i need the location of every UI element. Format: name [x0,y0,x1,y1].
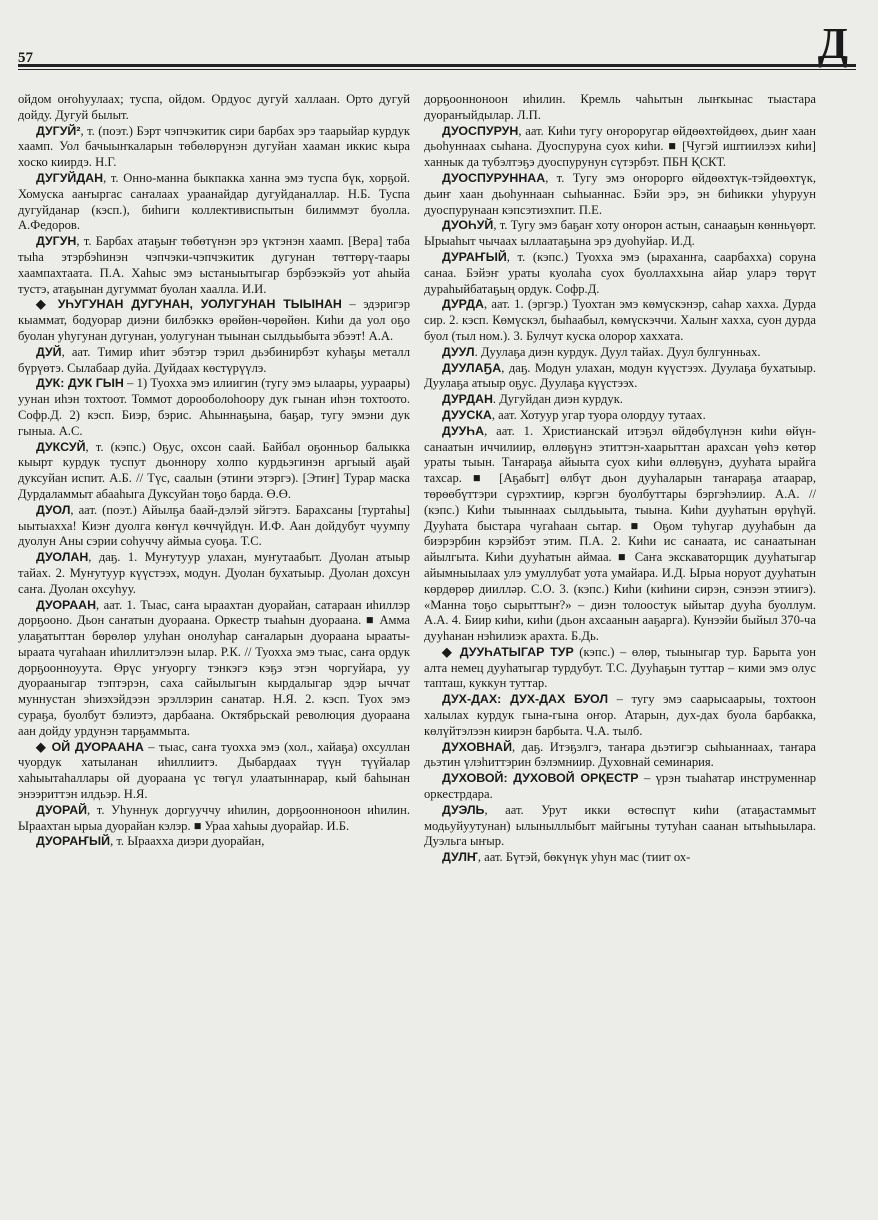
dictionary-entry [18,503,410,550]
dictionary-entry [18,171,410,234]
entry-headword: ДУК: ДУК ГЫН [36,376,124,391]
dictionary-entry [424,250,816,297]
entry-definition: , т. Барбах атаҕыҥ төбөтүнэн эрэ үктэнэн хаамп. [Вера] таба тыһа этэрбэһинэн чэпчэки-чэпчэкитик дугунан төттөрү-таары хаампахтаата. П.А. Хаһыс эмэ ыстаныытыгар бэрбээкэйэ уот аһыйа тустэ, атаҕынан дугуммат буолан хаалла. И.И. [18,234,410,296]
dictionary-entry [18,598,410,740]
entry-definition: – тугу эмэ саарысаарыы, тохтоон халылах курдук гына-гына оҥор. Атарын, дух-дах буола барбакка, көлүйтэлээн киирэн барбыта. Ч.А. тылб. [424,692,817,738]
entry-headword: ДУКСУЙ [36,439,86,454]
entry-definition: , т. (поэт.) Бэрт чэпчэкитик сири барбах эрэ таарыйар курдук хаамп. Уол бачыыҥкаларын төбөлөрүнэн дугуйан хааман иккис кыра хоско киирдэ. Н.Г. [18,123,410,170]
entry-definition: , аат. 1. Христианскай итэҕэл өйдөбүлүнэн киһи өйүн-санаатын иччилиир, өллөҕүнэ этиттэн-хаарыттан арахсан үөһэ көтөр ураты тыын. Таҥараҕа айыыта суох киһи өллөҕүнэ, дууһата ырайга тахсар. ■ [Аҕабыт] өлбүт дьон дууһаларын таҥараҕа атаарар, төрөөбүттэри сүрэхтиир, кэргэн буолбуттары бэргэһэлиир. А.А. // (кэпс.) Киһи тыыннаах сылдьыыта, тыына. Киһи дууһатын өрүһүй. Дууһата быстара чугаһаан сытар. ■ Оҕом туһугар дууһабын да биэрэрбин кэрэйбэт этим. П.А. 2. Киһи ис санаата, ис санаатынан айылгыта. Киһи дууһатын аймаа. ■ Саҥа экскаваторщик дууһатыгар айымныылаах улэ умуллубат уота умайара. И.Д. Ырыа норуот дууһатын көрдөрөр диилләр. С.О. 3. (кэпс.) Киһи (киһини сирэн, сэнээн этиигэ). «Манна тоҕо сырыттыҥ?» – диэн толоостук ыйытар дууһа буоллум. А.А. 4. Биир киһи, киһи (дьон ахсаанын ааҕарга). Кунээйи быйыл 370-ча дууһанан нэһилиэк арахта. Б.Дь. [424,423,816,644]
entry-definition: , аат. 1. (эргэр.) Туохтан эмэ көмүскэнэр, саһар хахха. Дурда сир. 2. кэсп. Көмүскэл, быһаабыл, көмүскэччи. Халыҥ хахха, суон дурда буол (тыл ном.). 3. Булчут куска олорор хаххата. [424,297,816,343]
entry-definition: , аат. Бүтэй, бөкүнүк уһун мас (тиит ох- [477,850,691,865]
left-column [18,92,410,850]
entry-headword: ДУОРААН [36,597,97,612]
dictionary-entry [424,124,816,171]
dictionary-entry [18,345,410,377]
dictionary-entry [18,550,410,597]
entry-headword: ДУЙ [36,344,62,359]
entry-definition: , аат. Тимир иһит эбэтэр тэрил дьэбинирбэт куһаҕы металл бүрүөтэ. Сылабаар дуйа. Дуйдаах көстүрүүлэ. [18,344,410,375]
entry-definition: , т. (кэпс.) Туохха эмэ (ыраханҥа, саарбахха) соруна санаа. Бэйэҥ ураты куолаһа суох буоллаххына айар уларэ төрүт дураһыйбатаҕың ордук. Софр.Д. [424,249,816,296]
dictionary-entry [18,234,410,297]
entry-headword: ДУОРАҤЫЙ [36,834,111,849]
right-column [424,92,816,866]
dictionary-entry [424,345,816,361]
dictionary-entry [18,834,410,850]
entry-definition: , аат. Киһи тугу оҥороругар өйдөөхтөйдөөх, дьиҥ хаан дьоһуннаах сыһана. Дуоспуруна суох киһи. ■ [Чугэй иштиилээх киһи] ханнык да тубэлтэҕэ дуоспурунун сүтэрбэт. ПБН ҚСКТ. [424,123,816,170]
entry-definition: – тыас, саҥа туохха эмэ (хол., хайаҕа) охсуллан чуордук хатыланан иһиллиитэ. Дыбардаах түүн түүйалар хаһыытаһаллары ой дуораана үс төгүл улаатыннарар, кый баһынан энээриттэн илдьэр. Н.Я. [18,739,410,802]
entry-headword: ДУОРАЙ [36,802,88,817]
entry-headword: ◆ ОЙ ДУОРААНА [36,739,144,754]
dictionary-entry [18,440,410,503]
entry-definition: дорҕоонноноон иһилин. Кремль чаһытын лыҥкынас тыастара дуораҥыйдылар. Л.П. [424,92,816,122]
entry-definition: , даҕ. 1. Муҥутуур улахан, муҥутаабыт. Дуолан атыыр тайах. 2. Муҥутуур күүстээх, модун. Дуолан бухатыыр. Дуолан дохсун саҥа. Дуолан охсуһуу. [18,550,410,596]
entry-headword: ДУОЛАН [36,550,89,565]
entry-headword: ДУГУН [36,234,77,249]
entry-headword: ДУОСПУРУННАА [442,170,546,185]
entry-headword: ДУУҺА [442,423,485,438]
dictionary-entry [18,92,410,124]
header-rule-thin [18,69,856,70]
entry-headword: ДУГУЙ² [36,123,81,138]
dictionary-entry [424,171,816,218]
entry-headword: ДУЭЛЬ [442,802,485,817]
entry-headword: ДУРДАН [442,392,493,407]
entry-definition: , аат. (поэт.) Айылҕа баай-дэлэй эйгэтэ. Барахсаны [туртаһы] ыытыахха! Киэҥ дуолга көҥүл көччүйдүн. И.Ф. Аан дойдубут чуумпу дуолун Аны сэрии соһуччу аймыа суоҕа. Т.С. [18,502,410,549]
entry-definition: , даҕ. Модун улахан, модун күүстээх. Дуулаҕа бухатыыр. Дуулаҕа атыыр оҕус. Дуулаҕа күүстээх. [424,360,816,391]
entry-headword: ДУХОВНАЙ [442,739,513,754]
entry-headword: ◆ УҺУГУНАН ДУГУНАН, УОЛУГУНАН ТЫЫНАН [36,297,342,312]
dictionary-entry [424,392,816,408]
dictionary-entry [18,803,410,835]
entry-definition: – үрэн тыаһатар инструменнар оркестрдара. [424,771,816,802]
dictionary-entry [424,92,816,124]
entry-headword: ДУУЛ [442,344,475,359]
entry-definition: . Дуулаҕа диэн курдук. Дуул тайах. Дуул булгунньах. [474,344,761,359]
entry-headword: ДУОҺУЙ [442,218,494,233]
entry-headword: ДУУЛАҔА [442,360,502,375]
entry-definition: , аат. 1. Тыас, саҥа ыраахтан дуорайан, сатараан иһиллэр дорҕооно. Дьон саҥатын дуораана. Оркестр тыаһын дуораана. ■ Амма улаҕатыттан бөрөлөр улуһан онолуһар саҥаларын дуораана ырааты-ыраата чугаһаан иһиллитэлээн ылар. Р.К. // Туохха эмэ тыас, саҥа ордук дорҕоонноуута. Өрүс уҥуоргу тэнкэгэ кэҕэ этэн чоргуйара, уу дуорааныгар тэптэрэн, саха сайылыгын кырдалыгар эдэр ыччат муннустан эһиэхэйдээн эрэллэрин санатар. Н.Я. 2. кэсп. Туох эмэ сураҕа, буолбут бэлиэтэ, дарбаана. Октябрьскай революция дуораана аан дойду урдунэн тарҕаммыта. [18,597,410,738]
dictionary-entry [424,361,816,393]
entry-definition: , даҕ. Итэҕэлгэ, таҥара дьэтигэр сыһыаннаах, таҥара дьэтин үлэһиттэрин бэлэмниир. Духовнай семинария. [424,739,816,770]
page-number: 57 [18,50,33,66]
dictionary-entry [424,645,816,692]
entry-definition: , т. Уһуннук доргууччу иһилин, дорҕоонноноон иһилин. Ыраахтан ырыа дуорайан кэлэр. ■ Ураа хаһыы дуорайар. И.Б. [18,802,410,833]
entry-headword: ДУРАҤЫЙ [442,249,507,264]
entry-headword: ◆ ДУУҺАТЫГАР ТУР [442,644,574,659]
header-letter: Д [817,19,848,68]
dictionary-entry [18,124,410,171]
entry-headword: ДУГУЙДАН [36,170,104,185]
header-rule-thick [18,64,856,67]
entry-definition: , т. Тугу эмэ оҥорорго өйдөөхтүк-тэйдөөхтүк, дьиҥ хаан дьоһуннаан сыһыаннас. Бэйи эрэ, эн биһикки уһуруун дуоспурунаан кэпсэтиэхпит. П.Е. [424,170,816,217]
entry-headword: ДУХОВОЙ: ДУХОВОЙ ОРҚЕСТР [442,771,639,786]
entry-definition: – эдэригэр кыаммат, бодуорар диэни билбэккэ өрөйөн-чөрөйөн. Киһи да уол оҕо буолан уһугунан дугунан, уолугунан тыынан сылдьыбыта эбээт! А.А. [18,297,410,343]
dictionary-entry [18,376,410,439]
entry-definition: – 1) Туохха эмэ илиигин (тугу эмэ ылаары, уураары) уунан иһэн тохтоот. Томмот дорооболоһоору дук гынан иһэн тохтоото. Софр.Д. 2) кэсп. Биэр, бэрис. Аһыннаҕына, баҕар, тугу эмэни дук гыныа. А.С. [18,376,410,438]
dictionary-entry [424,218,816,250]
entry-definition: . Дугуйдан диэн курдук. [492,392,623,407]
dictionary-entry [424,803,816,850]
dictionary-entry [18,740,410,803]
entry-headword: ДУЛҤ [442,850,478,865]
entry-definition: ойдом оҥоһуулаах; туспа, ойдом. Ордуос дугуй халлаан. Орто дугуй дойду. Дугуй былыт. [18,92,410,122]
entry-definition: , т. Ыраахха диэри дуорайан, [110,834,265,849]
entry-definition: , аат. Урут икки өстөспүт киһи (атаҕастаммыт модьуйуутунан) ылыныллыбыт майгыны тутуһан саанан ытыһыылара. Дуэльга ыҥыр. [424,802,816,849]
entry-headword: ДУУСКА [442,407,492,422]
entry-definition: , т. (кэпс.) Оҕус, охсон саай. Байбал оҕонньор балыкка кыырт курдук туспут дьоннору холпо курдьэгинэн аргыый аҕай дуксуйан испит. А.Б. // Түс, саалын (этиҥи этэргэ). [Этиҥ] Турар маска Дурдаламмыт абааһыга Дуксуйан тоҕо барда. Ө.Ө. [18,439,410,501]
entry-definition: , т. Онно-манна быкпакка ханна эмэ туспа бүк, хорҕой. Хомуска ааҥыргас саҥалаах ураанайдар дугуйданаллар. Н.Б. Туспа дугуйданар (кэсп.), биһиги коллективиспытын билиммэт буолла. А.Федоров. [18,170,410,233]
dictionary-entry [424,740,816,772]
entry-headword: ДУРДА [442,297,484,312]
entry-headword: ДУХ-ДАХ: ДУХ-ДАХ БУОЛ [442,692,609,707]
dictionary-entry [424,692,816,739]
dictionary-entry [424,771,816,803]
entry-definition: , аат. Хотуур угар туора олордуу тутаах. [491,407,706,422]
entry-headword: ДУОСПУРУН [442,123,519,138]
entry-headword: ДУОЛ [36,502,71,517]
dictionary-entry [424,408,816,424]
dictionary-entry [424,297,816,344]
entry-definition: (кэпс.) – өлөр, тыыныгар тур. Барыта уон алта немец дууһатыгар турдубут. Т.С. Дууһаҕын туттар – кими эмэ олус тапташ, куккун туттар. [424,644,816,691]
entry-definition: , т. Тугу эмэ баҕаҥ хоту оҥорон астын, санааҕын көнньүөрт. Ырыаһыт чычаах ыллаатаҕына эрэ дуоһуйар. И.Д. [424,218,816,249]
dictionary-entry [18,297,410,344]
dictionary-entry [424,850,816,866]
dictionary-entry [424,424,816,645]
